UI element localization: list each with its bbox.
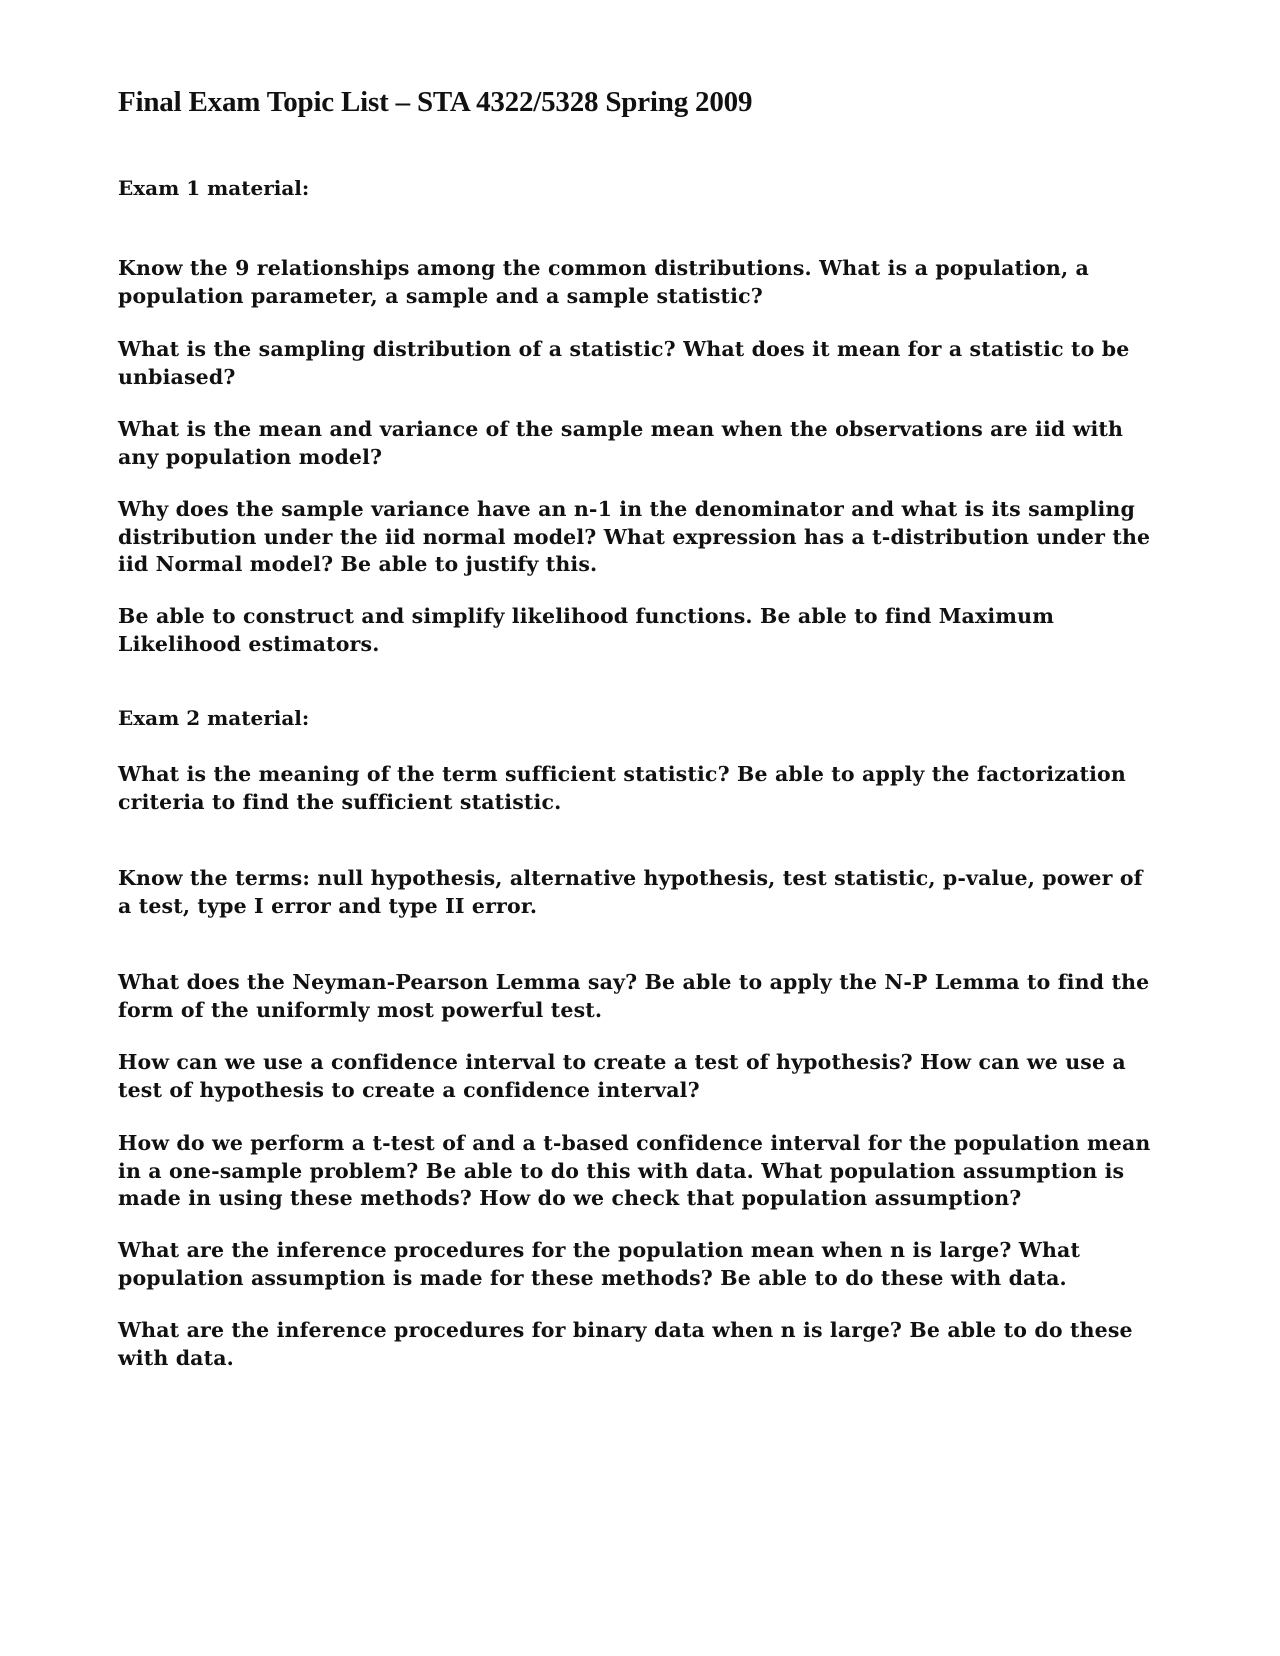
paragraph-line: What is the mean and variance of the sample mean when the observations are iid with [118, 417, 1124, 441]
paragraph-line: What are the inference procedures for binary data when n is large? Be able to do these [118, 1318, 1133, 1342]
exam2-paragraph-4 [118, 1049, 1126, 1104]
exam1-paragraph-5 [118, 603, 1054, 658]
paragraph-line: iid Normal model? Be able to justify this. [118, 552, 598, 576]
exam1-paragraph-4 [118, 496, 1150, 579]
paragraph-line: What are the inference procedures for the population mean when n is large? What [118, 1238, 1081, 1262]
paragraph-line: distribution under the iid normal model? What expression has a t-distribution under the [118, 524, 1151, 549]
exam2-paragraph-5 [118, 1130, 1150, 1213]
paragraph-line: Why does the sample variance have an n-1 in the denominator and what is its sampling [118, 497, 1135, 521]
paragraph-line: any population model? [118, 444, 383, 469]
document-title: Final Exam Topic List – STA 4322/5328 Spring 2009 [118, 86, 753, 118]
exam1-paragraph-1 [118, 255, 1089, 310]
exam2-paragraph-3 [118, 969, 1149, 1024]
paragraph-line: in a one-sample problem? Be able to do this with data. What population assumption is [118, 1158, 1125, 1183]
paragraph-line: What is the sampling distribution of a statistic? What does it mean for a statistic to be [118, 337, 1130, 361]
exam1-paragraph-2 [118, 336, 1129, 391]
paragraph-line: population parameter, a sample and a sample statistic? [118, 283, 763, 308]
exam2-heading: Exam 2 material: [118, 706, 310, 730]
paragraph-line: Likelihood estimators. [118, 631, 380, 656]
paragraph-line: population assumption is made for these methods? Be able to do these with data. [118, 1265, 1067, 1290]
paragraph-line: How do we perform a t-test of and a t-based confidence interval for the population mean [118, 1131, 1151, 1155]
paragraph-line: made in using these methods? How do we check that population assumption? [118, 1186, 1022, 1210]
paragraph-line: test of hypothesis to create a confidence interval? [118, 1077, 700, 1102]
paragraph-line: form of the uniformly most powerful test. [118, 997, 603, 1022]
exam1-paragraph-3 [118, 416, 1123, 471]
paragraph-line: Be able to construct and simplify likelihood functions. Be able to find Maximum [118, 604, 1055, 628]
paragraph-line: with data. [118, 1345, 234, 1370]
exam2-paragraph-7 [118, 1317, 1133, 1372]
paragraph-line: unbiased? [118, 364, 236, 389]
paragraph-line: How can we use a confidence interval to create a test of hypothesis? How can we use a [118, 1050, 1126, 1074]
paragraph-line: What is the meaning of the term sufficient statistic? Be able to apply the factorization [118, 762, 1126, 786]
paragraph-line: a test, type I error and type II error. [118, 893, 538, 918]
paragraph-line: criteria to find the sufficient statistic. [118, 789, 562, 814]
exam1-heading: Exam 1 material: [118, 176, 310, 200]
exam2-paragraph-6 [118, 1237, 1080, 1292]
exam2-paragraph-2 [118, 865, 1143, 920]
paragraph-line: Know the terms: null hypothesis, alternative hypothesis, test statistic, p-value, power of [118, 866, 1143, 890]
paragraph-line: Know the 9 relationships among the common distributions. What is a population, a [118, 256, 1089, 280]
paragraph-line: What does the Neyman-Pearson Lemma say? Be able to apply the N-P Lemma to find the [118, 970, 1150, 994]
exam2-paragraph-1 [118, 761, 1126, 816]
